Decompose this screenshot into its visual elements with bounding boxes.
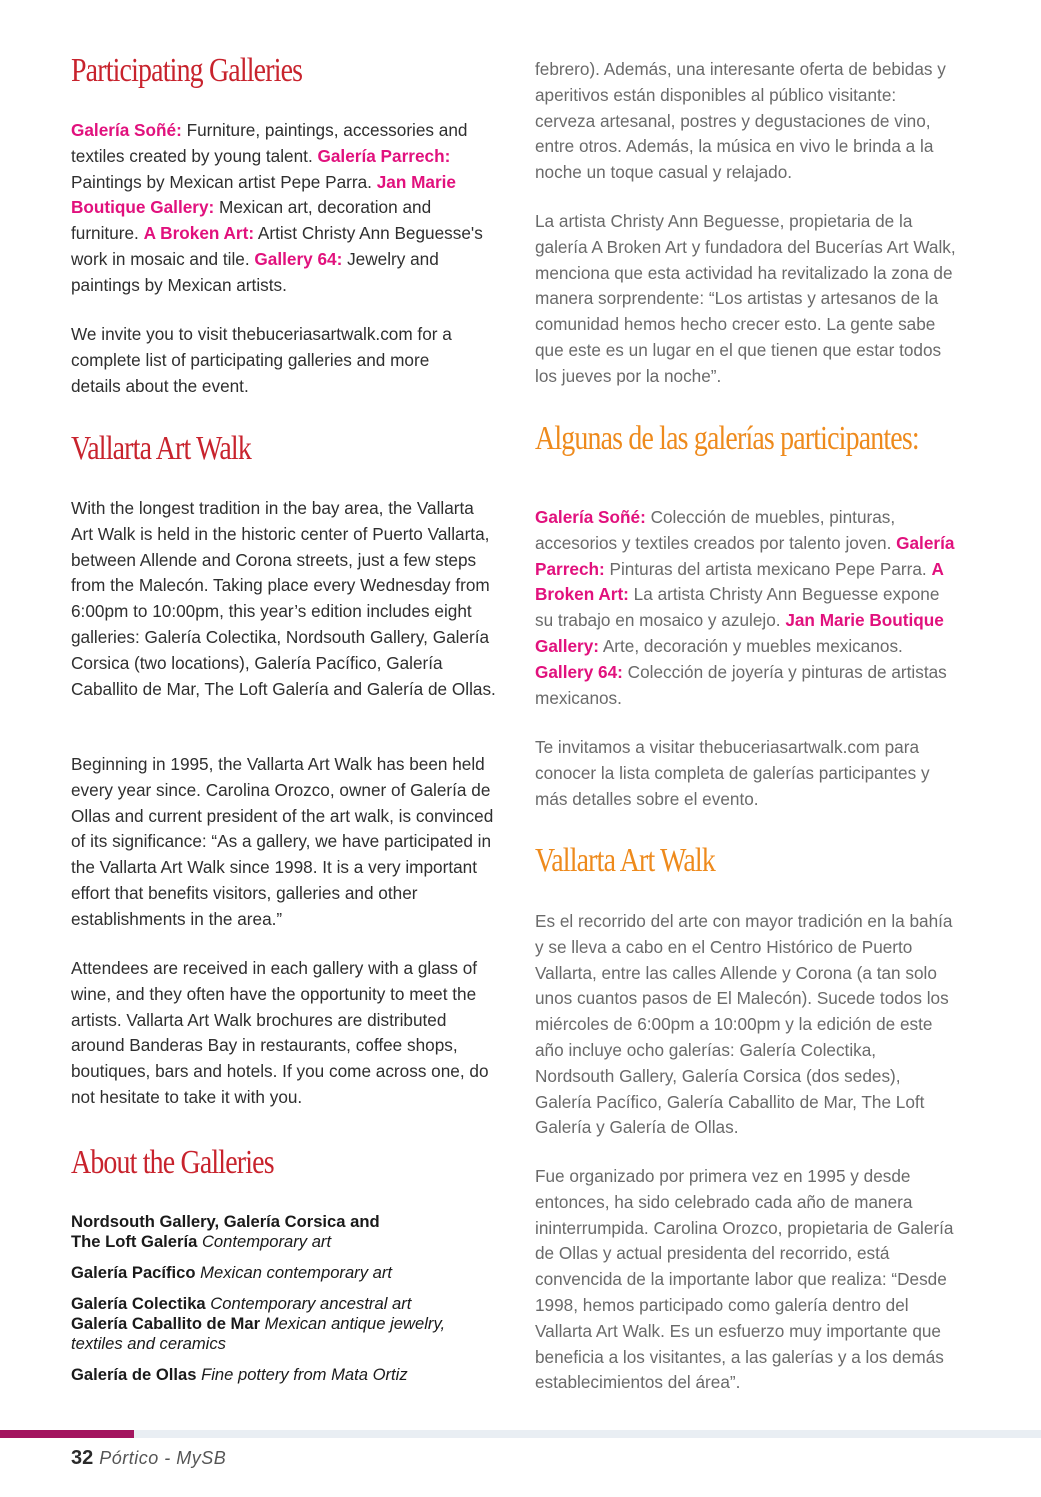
gallery-name-parrech: Galería Parrech: (317, 145, 451, 166)
participating-galleries-list (71, 118, 496, 299)
galeria-desc-jan-marie: Arte, decoración y muebles mexicanos. (599, 635, 903, 656)
about-item-name: Galería de Ollas (71, 1365, 197, 1384)
about-item-desc: Fine pottery from Mata Ortiz (201, 1365, 408, 1384)
algunas-galerias-list (535, 505, 960, 711)
intro-paragraph-1: febrero). Además, una interesante oferta de bebidas y aperitivos están disponibles al público visitante: cerveza artesanal, postres y degustaciones de vino, entre otros. Además, la música en vivo le brinda a la noche un toque casual y relajado. (535, 59, 946, 183)
footer-rule (0, 1430, 1041, 1438)
galeria-name-parrech: Galería Parrech: (535, 532, 955, 579)
about-item (71, 1294, 496, 1314)
gallery-name-gallery-64: Gallery 64: (254, 248, 343, 269)
vallarta-paragraph-3: Attendees are received in each gallery with a glass of wine, and they often have the opportunity to meet the artists. Vallarta Art Walk brochures are distributed around Banderas Bay in restaurants, coffee shops, boutiques, bars and hotels. If you come across one, do not hesitate to take it with you. (71, 958, 489, 1107)
vallarta-paragraph-1-es: Es el recorrido del arte con mayor tradición en la bahía y se lleva a cabo en el Centro Histórico de Puerto Vallarta, entre las calles Allende y Corona (a tan solo unos cuantos pasos de El Malecón). Sucede todos los miércoles de 6:00pm a 10:00pm y la edición de este año incluye ocho galerías: Galería Colectika, Nordsouth Gallery, Galería Corsica (dos sedes), Galería Pacífico, Galería Caballito de Mar, The Loft Galería y Galería de Ollas. (535, 911, 953, 1138)
galeria-desc-broken-art: La artista Christy Ann Beguesse expone su trabajo en mosaico y azulejo. (535, 584, 940, 631)
about-item-desc: Contemporary art (201, 1232, 332, 1251)
galeria-name-broken-art: A Broken Art: (535, 558, 944, 605)
page-number: 32 (71, 1447, 94, 1469)
vallarta-paragraph-2-es: Fue organizado por primera vez en 1995 y desde entonces, ha sido celebrado cada año de manera ininterrumpida. Carolina Orozco, propietaria de Galería de Ollas y actual presidenta del recorrido, está convencida de la importante labor que realiza: “Desde 1998, hemos participado como galería dentro del Vallarta Art Walk. Es un esfuerzo muy importante que beneficia a los visitantes, a las galerías y a los demás establecimientos del área”. (535, 1166, 954, 1393)
publication-name: Pórtico - MySB (99, 1448, 227, 1468)
heading-participating-galleries: Participating Galleries (71, 52, 303, 89)
galeria-desc-parrech: Pinturas del artista mexicano Pepe Parra. (604, 558, 932, 579)
about-item-desc: Mexican antique jewelry, textiles and ceramics (71, 1314, 446, 1353)
about-item (71, 1212, 381, 1252)
galeria-name-jan-marie: Jan Marie Boutique Gallery: (535, 610, 944, 656)
gallery-desc-parrech: Paintings by Mexican artist Pepe Parra. (71, 171, 377, 192)
heading-about-galleries: About the Galleries (71, 1144, 274, 1181)
gallery-desc-sone: Furniture, paintings, accessories and textiles created by young talent. (71, 120, 468, 166)
gallery-name-sone: Galería Soñé: (71, 120, 182, 140)
galeria-name-sone: Galería Soñé: (535, 507, 646, 527)
heading-vallarta-art-walk: Vallarta Art Walk (71, 430, 251, 467)
invite-paragraph: We invite you to visit thebuceriasartwalk.com for a complete list of participating galleries and more details about the event. (71, 324, 452, 396)
about-item-name: Galería Pacífico (71, 1263, 196, 1282)
about-item-desc: Mexican contemporary art (200, 1263, 392, 1282)
heading-algunas-galerias: Algunas de las galerías participantes: (535, 420, 919, 457)
heading-vallarta-art-walk-es: Vallarta Art Walk (535, 842, 715, 879)
gallery-desc-gallery-64: Jewelry and paintings by Mexican artists. (71, 248, 439, 295)
invite-paragraph-es: Te invitamos a visitar thebuceriasartwalk.com para conocer la lista completa de galerías participantes y más detalles sobre el evento. (535, 737, 930, 809)
about-item (71, 1263, 496, 1283)
galeria-desc-gallery-64: Colección de joyería y pinturas de artistas mexicanos. (535, 661, 947, 708)
gallery-desc-broken-art: Artist Christy Ann Beguesse's work in mosaic and tile. (71, 223, 483, 269)
vallarta-paragraph-2: Beginning in 1995, the Vallarta Art Walk has been held every year since. Carolina Orozco, owner of Galería de Ollas and current president of the art walk, is convinced of its significance: “As a gallery, we have participated in the Vallarta Art Walk since 1998. It is a very important effort that benefits visitors, galleries and other establishments in the area.” (71, 754, 494, 929)
about-item-desc: Contemporary ancestral art (210, 1294, 412, 1313)
page-footer (71, 1447, 226, 1470)
galeria-name-gallery-64: Gallery 64: (535, 661, 623, 682)
gallery-desc-jan-marie: Mexican art, decoration and furniture. (71, 197, 432, 244)
footer-accent-bar (0, 1430, 134, 1438)
about-galleries-list (71, 1212, 496, 1385)
about-item-name: Galería Colectika (71, 1294, 206, 1313)
vallarta-paragraph-1: With the longest tradition in the bay area, the Vallarta Art Walk is held in the historic center of Puerto Vallarta, between Allende and Corona streets, just a few steps from the Malecón. Taking place every Wednesday from 6:00pm to 10:00pm, this year’s edition includes eight galleries: Galería Colectika, Nordsouth Gallery, Galería Corsica (two locations), Galería Pacífico, Galería Caballito de Mar, The Loft Galería and Galería de Ollas. (71, 498, 496, 699)
gallery-name-jan-marie: Jan Marie Boutique Gallery: (71, 171, 456, 218)
intro-paragraph-2: La artista Christy Ann Beguesse, propietaria de la galería A Broken Art y fundadora del Bucerías Art Walk, menciona que esta actividad ha revitalizado la zona de manera sorprendente: “Los artistas y artesanos de la comunidad hemos hecho crecer esto. La gente sabe que este es un lugar en el que tienen que estar todos los jueves por la noche”. (535, 211, 956, 386)
about-item (71, 1314, 496, 1354)
about-item (71, 1365, 496, 1385)
galeria-desc-sone: Colección de muebles, pinturas, accesorios y textiles creados por talento joven. (535, 507, 897, 553)
about-item-name: Galería Caballito de Mar (71, 1314, 261, 1333)
gallery-name-broken-art: A Broken Art: (143, 223, 255, 244)
about-item-name: Nordsouth Gallery, Galería Corsica and The Loft Galería (71, 1212, 380, 1251)
